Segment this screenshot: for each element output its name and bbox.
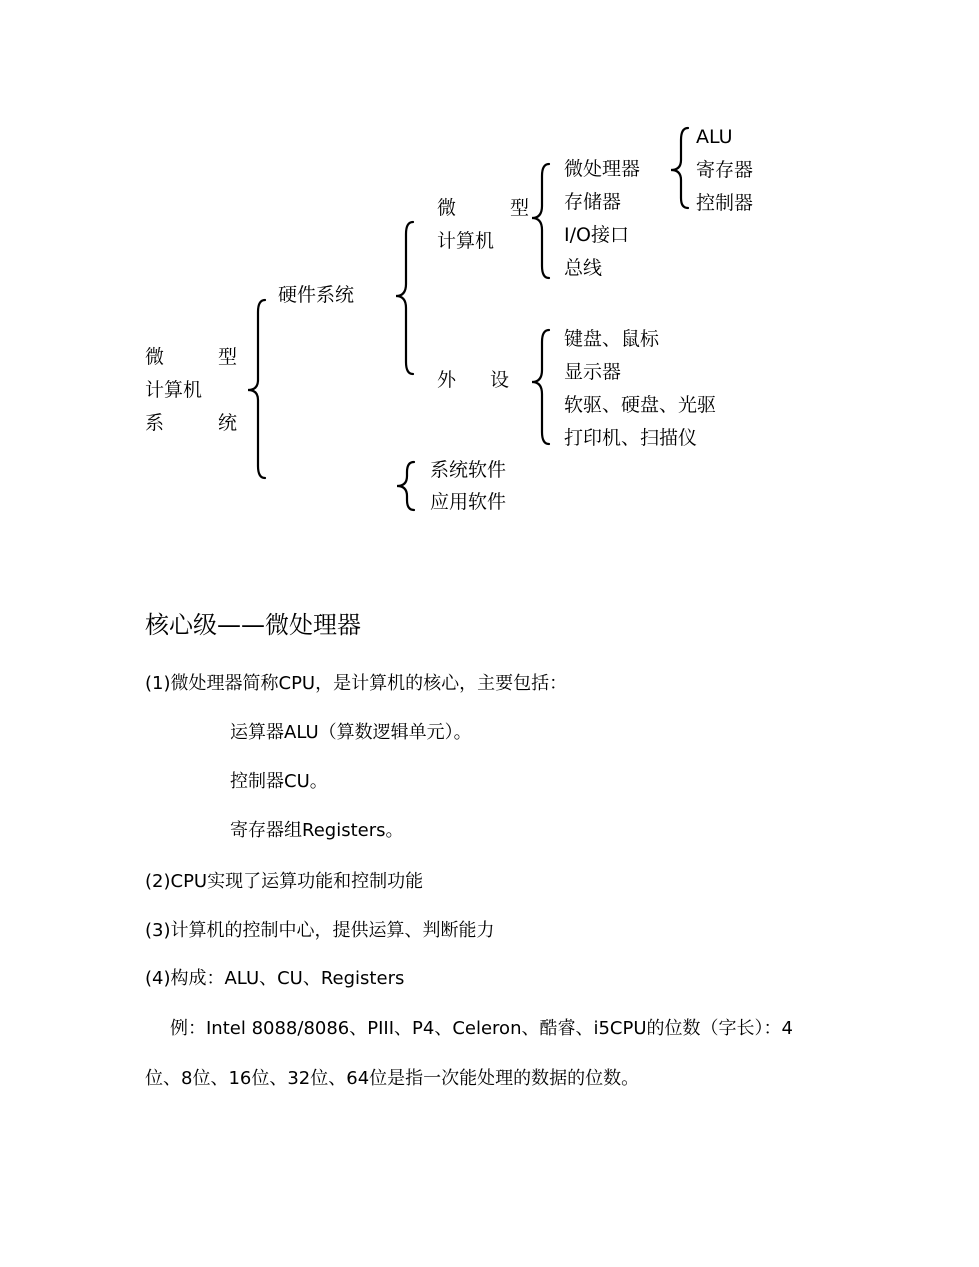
peripheral-brace [532,330,549,444]
hardware-brace [396,222,413,374]
cpu-item-controller: 控制器 [696,192,754,214]
micro-item-bus: 总线 [564,257,603,279]
paragraph-3: (3)计算机的控制中心，提供运算、判断能力 [145,920,495,941]
paragraph-1-item-alu: 运算器ALU（算数逻辑单元）。 [230,722,472,743]
software-item-system: 系统软件 [430,459,507,481]
section-heading: 核心级——微处理器 [145,611,361,639]
example-line-1: 例：Intel 8088/8086、PIII、P4、Celeron、酷睿、i5CPU的位数（字长）：4 [170,1018,793,1039]
paragraph-1-item-registers: 寄存器组Registers。 [230,820,404,841]
root-label-line2: 计算机 [145,379,203,401]
root-label-line3: 系 统 [145,412,262,434]
micro-item-memory: 存储器 [564,191,622,213]
micro-brace [532,164,549,278]
micro-item-io: I/O接口 [564,224,629,246]
paragraph-1-item-cu: 控制器CU。 [230,771,328,792]
peripheral-item-keyboard: 键盘、鼠标 [564,328,660,350]
cpu-brace [671,128,688,208]
tree-braces [0,0,979,620]
root-label-line1: 微 型 [145,346,262,368]
micro-label-line2: 计算机 [437,230,495,252]
peripheral-item-drives: 软驱、硬盘、光驱 [564,394,717,416]
cpu-item-register: 寄存器 [696,159,754,181]
paragraph-1: (1)微处理器简称CPU，是计算机的核心，主要包括： [145,673,568,694]
paragraph-4: (4)构成：ALU、CU、Registers [145,968,405,989]
software-item-application: 应用软件 [430,491,507,513]
hardware-label: 硬件系统 [278,284,355,306]
example-line-2: 位、8位、16位、32位、64位是指一次能处理的数据的位数。 [145,1068,640,1089]
root-brace [248,300,265,478]
cpu-item-alu: ALU [696,126,733,148]
paragraph-2: (2)CPU实现了运算功能和控制功能 [145,871,424,892]
peripheral-label: 外 设 [437,369,524,391]
micro-item-cpu: 微处理器 [564,158,641,180]
micro-label-line1: 微 型 [437,197,554,219]
peripheral-item-printer: 打印机、扫描仪 [564,427,698,449]
peripheral-item-display: 显示器 [564,361,622,383]
software-brace [397,462,414,510]
